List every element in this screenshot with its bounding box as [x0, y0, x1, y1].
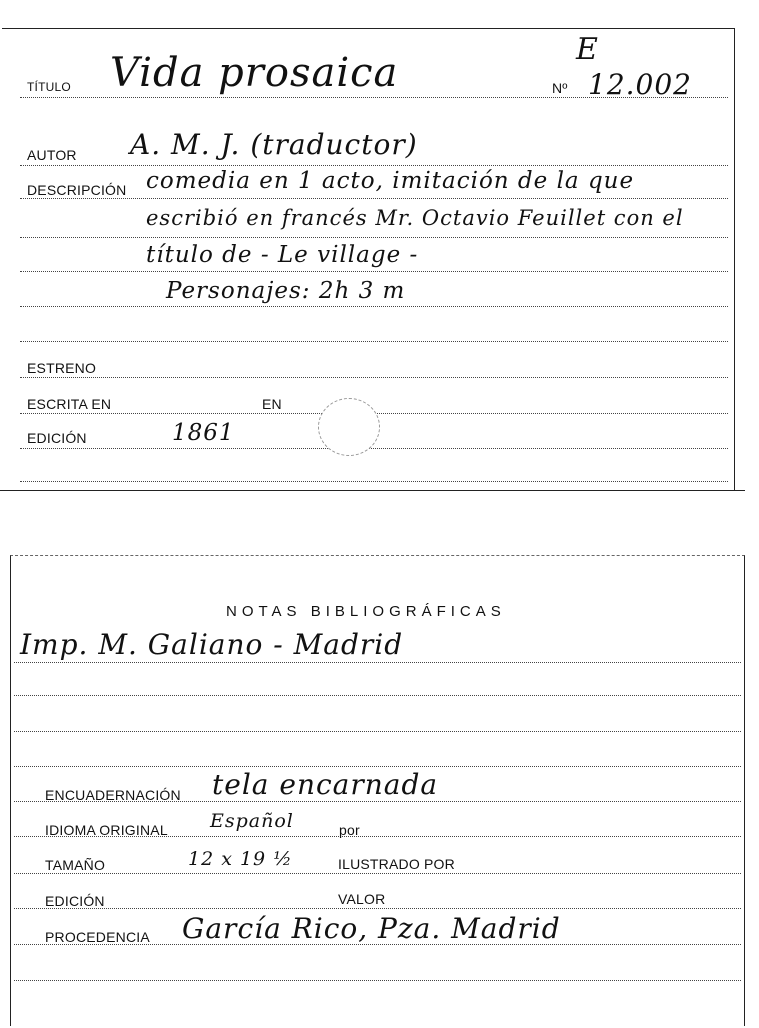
- autor-label: AUTOR: [27, 147, 77, 163]
- rule-descripcion-1: [20, 198, 728, 199]
- procedencia-label: PROCEDENCIA: [45, 929, 150, 945]
- rule-notas-3: [14, 731, 741, 732]
- numero-value: 12.002: [588, 68, 692, 101]
- rule-descripcion-3: [20, 271, 728, 272]
- descripcion-line-1: comedia en 1 acto, imitación de la que: [146, 168, 635, 194]
- edicion-value: 1861: [172, 420, 235, 446]
- rule-last-2: [14, 980, 741, 981]
- rule-descripcion-2: [20, 237, 728, 238]
- rule-descripcion-4: [20, 306, 728, 307]
- rule-autor: [20, 165, 728, 166]
- rule-notas-2: [14, 695, 741, 696]
- titulo-label: TÍTULO: [27, 80, 71, 94]
- idioma-value: Español: [210, 810, 294, 832]
- descripcion-line-2: escribió en francés Mr. Octavio Feuillet con el: [146, 206, 684, 230]
- autor-value: A. M. J. (traductor): [130, 128, 418, 161]
- rule-estreno: [20, 377, 728, 378]
- rule-tamano: [14, 873, 741, 874]
- tamano-label: TAMAÑO: [45, 857, 106, 873]
- punch-hole: [318, 398, 380, 456]
- idioma-label: IDIOMA ORIGINAL: [45, 822, 168, 838]
- estreno-label: ESTRENO: [27, 360, 97, 376]
- valor-label: VALOR: [338, 891, 386, 907]
- encuadernacion-label: ENCUADERNACIÓN: [45, 787, 181, 803]
- por-label: por: [339, 822, 360, 838]
- descripcion-label: DESCRIPCIÓN: [27, 182, 127, 198]
- numero-label: Nº: [552, 80, 568, 96]
- tamano-value: 12 x 19 ½: [188, 848, 293, 870]
- titulo-value: Vida prosaica: [110, 50, 399, 96]
- descripcion-line-4: Personajes: 2h 3 m: [166, 278, 406, 304]
- rule-edicion-2: [14, 908, 741, 909]
- rule-last: [20, 481, 728, 482]
- encuadernacion-value: tela encarnada: [212, 768, 439, 801]
- ilustrado-label: ILUSTRADO POR: [338, 856, 455, 872]
- card-mark: E: [576, 32, 599, 67]
- edicion-label: EDICIÓN: [27, 430, 87, 446]
- rule-notas-4: [14, 766, 741, 767]
- card-top-bottom-edge: [0, 490, 745, 491]
- en-label: EN: [262, 396, 282, 412]
- descripcion-line-3: título de - Le village -: [146, 242, 419, 268]
- rule-notas-1: [14, 662, 741, 663]
- notas-heading: NOTAS BIBLIOGRÁFICAS: [226, 603, 506, 620]
- notas-value: Imp. M. Galiano - Madrid: [20, 628, 404, 661]
- escrita-en-label: ESCRITA EN: [27, 396, 112, 412]
- procedencia-value: García Rico, Pza. Madrid: [182, 912, 561, 945]
- rule-edicion: [20, 448, 728, 449]
- rule-blank: [20, 341, 728, 342]
- edicion-2-label: EDICIÓN: [45, 893, 105, 909]
